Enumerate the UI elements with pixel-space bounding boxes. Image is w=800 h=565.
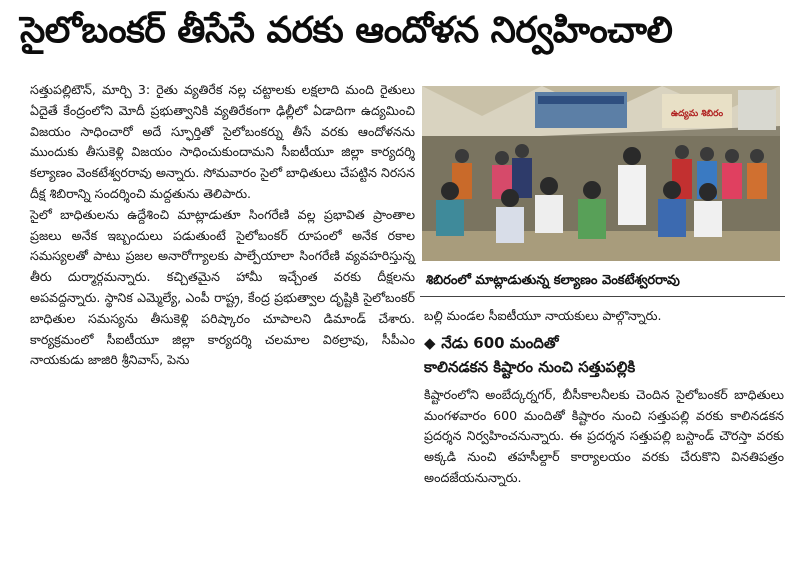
article-paragraph-3: కిష్టారంలోని అంబేద్కర్నగర్, బీసీకాలనీలకు చెందిన సైలోబంకర్ బాధితులు మంగళవారం 600 మందితో కిష్టారం నుంచి సత్తుపల్లి వరకు కాలినడకన ప్రదర్శన నిర్వహించనున్నారు. ఈ ప్రదర్శన సత్తుపల్లి బస్టాండ్ చౌరస్తా వరకు అక్కడి నుంచి తహసీల్దార్ కార్యాలయం వరకు చేరుకొని వినతిపత్రం అందజేయనున్నారు. <box>424 386 784 485</box>
subheading-line-2: కాలినడకన కిష్టారం నుంచి సత్తుపల్లికి <box>424 357 636 376</box>
protest-photo <box>422 86 780 261</box>
subheading <box>424 331 784 379</box>
protest-photo-banner-text: ఉద్యమ శిబిరం <box>670 109 724 119</box>
protest-photo-illustration <box>422 86 780 261</box>
photo-caption: శిబిరంలో మాట్లాడుతున్న కల్యాణం వెంకటేశ్వరరావు <box>426 273 680 288</box>
article-right-column <box>424 306 784 556</box>
article-left-column <box>30 80 415 550</box>
article-paragraph-2: సైలో బాధితులను ఉద్దేశించి మాట్లాడుతూ సింగరేణి వల్ల ప్రభావిత ప్రాంతాల ప్రజలు అనేక ఇబ్బందులు పడుతుంటే సైలోబంకర్ రూపంలో అనేక రకాల సమస్యలతో పాటు ప్రజల అనారోగ్యాలకు పాల్పేయాలా సింగరేణి వ్యవహరిస్తున్న తీరు దుర్మార్గమన్నారు. కచ్చితమైన హామీ ఇచ్చేంత వరకు దీక్షలను అపవద్దన్నారు. స్థానిక ఎమ్మెల్యే, ఎంపీ రాష్ట్ర, కేంద్ర ప్రభుత్వాల దృష్టికి సైలోబంకర్ బాధితుల సమస్యను తీసుకెళ్లి పరిష్కారం చూపాలని డిమాండ్ చేశారు. కార్యక్రమంలో సీఐటీయూ జిల్లా కార్యదర్శి చలమాల విఠల్రావు, సీపీఎం నాయకుడు జాజిరి శ్రీనివాస్, పెను <box>30 206 415 368</box>
continuation-text: బల్లి మండల సీఐటీయూ నాయకులు పాల్గొన్నారు. <box>424 308 662 323</box>
headline: సైలోబంకర్ తీసేసే వరకు ఆందోళన నిర్వహించాలి <box>20 10 673 51</box>
caption-divider <box>420 296 785 297</box>
bullet-diamond-icon: ◆ <box>424 333 436 352</box>
subheading-line-1: నేడు 600 మందితో <box>441 333 559 352</box>
article-paragraph-1: సత్తుపల్లిటౌన్, మార్చి 3: రైతు వ్యతిరేక నల్ల చట్టాలకు లక్షలాది మంది రైతులు ఏదైతే కేంద్రంలోని మోదీ ప్రభుత్వానికి వ్యతిరేకంగా ఢిల్లీలో ఏడాదిగా ఉద్యమించి విజయం సాధించారో అదే స్ఫూర్తితో సైలోబంకర్ను తీసే వరకు ఆందోళనను ముందుకు తీసుకెళ్లి విజయం సాధించుకుందామని సీఐటీయూ జిల్లా కార్యదర్శి కల్యాణం వెంకటేశ్వరరావు అన్నారు. సోమవారం సైలో బాధితులు చేపట్టిన నిరసన దీక్ష శిబిరాన్ని సందర్శించి మద్దతును తెలిపారు. <box>30 82 415 201</box>
